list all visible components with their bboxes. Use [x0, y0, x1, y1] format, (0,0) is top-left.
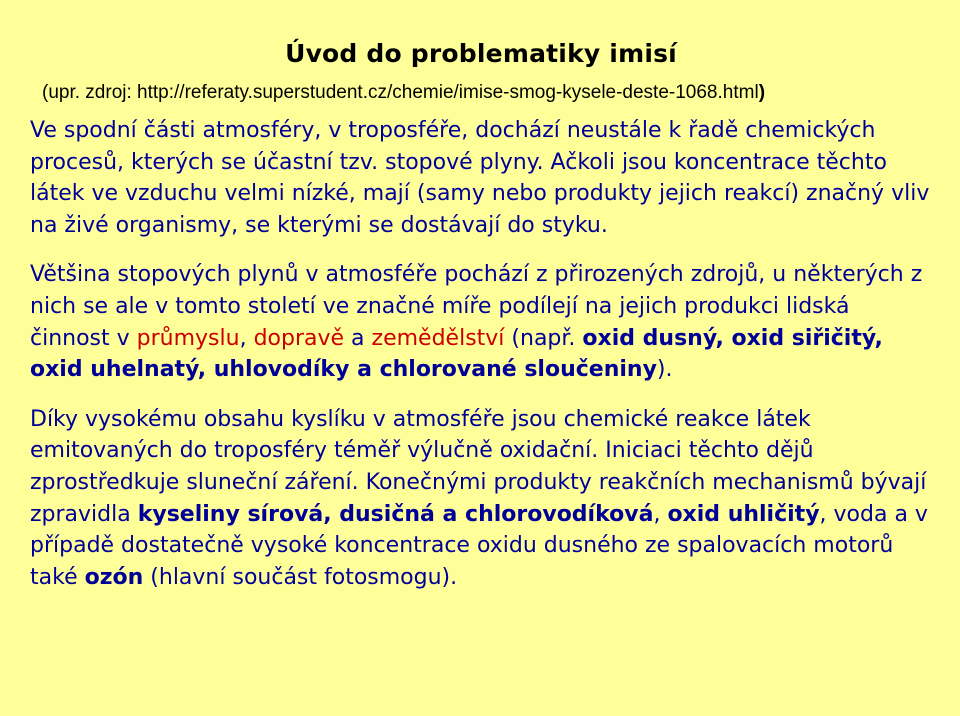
- page-title: Úvod do problematiky imisí: [285, 39, 677, 68]
- paragraph-3-end: (hlavní součást fotosmogu).: [143, 564, 458, 590]
- highlight-industry: průmyslu: [136, 325, 240, 351]
- paragraph-troposphere: [30, 115, 932, 241]
- bold-gases-list: oxid dusný, oxid siřičitý, oxid uhelnatý, uhlovodíky a chlorované sloučeniny: [30, 325, 883, 383]
- highlight-agriculture: zemědělství: [371, 325, 505, 351]
- paragraph-2-end: ).: [656, 357, 673, 383]
- bold-ozone: ozón: [84, 564, 144, 590]
- source-link[interactable]: http://referaty.superstudent.cz/chemie/imise-smog-kysele-deste-1068.html: [137, 82, 759, 103]
- paragraph-3-sep2: , voda a v případě dostatečně vysoké koncentrace oxidu dusného ze spalovacích motorů také: [30, 501, 928, 590]
- paragraph-2-sep2: a: [344, 325, 372, 351]
- paragraph-trace-gases: [30, 259, 932, 385]
- source-open: (upr. zdroj:: [42, 82, 138, 103]
- paragraph-3-text: Díky vysokému obsahu kyslíku v atmosféře jsou chemické reakce látek emitovaných do troposféry téměř výlučně oxidační. Iniciaci těchto dějů zprostředkuje sluneční záření. Konečnými produkty reakčních mechanismů bývají zpravidla: [30, 406, 927, 527]
- paragraph-oxidation: [30, 404, 932, 594]
- source-citation: [30, 81, 932, 105]
- bold-acids: kyseliny sírová, dusičná a chlorovodíková: [137, 501, 654, 527]
- paragraph-3-sep1: ,: [653, 501, 668, 527]
- paragraph-2-text: Většina stopových plynů v atmosféře pochází z přirozených zdrojů, u některých z nich se ale v tomto století ve značné míře podílejí na jejich produkci lidská činnost v: [30, 262, 923, 351]
- paragraph-1-text: Ve spodní části atmosféry, v troposféře, dochází neustále k řadě chemických procesů, kterých se účastní tzv. stopové plyny. Ačkoli jsou koncentrace těchto látek ve vzduchu velmi nízké, mají (samy nebo produkty jejich reakcí) značný vliv na živé organismy, se kterými se dostávají do styku.: [30, 118, 930, 238]
- paragraph-2-sep1: ,: [239, 325, 254, 351]
- highlight-transport: dopravě: [253, 325, 345, 351]
- source-close: ): [758, 82, 766, 103]
- bold-carbon-dioxide: oxid uhličitý: [667, 501, 820, 527]
- paragraph-2-sep3: (např.: [504, 325, 583, 351]
